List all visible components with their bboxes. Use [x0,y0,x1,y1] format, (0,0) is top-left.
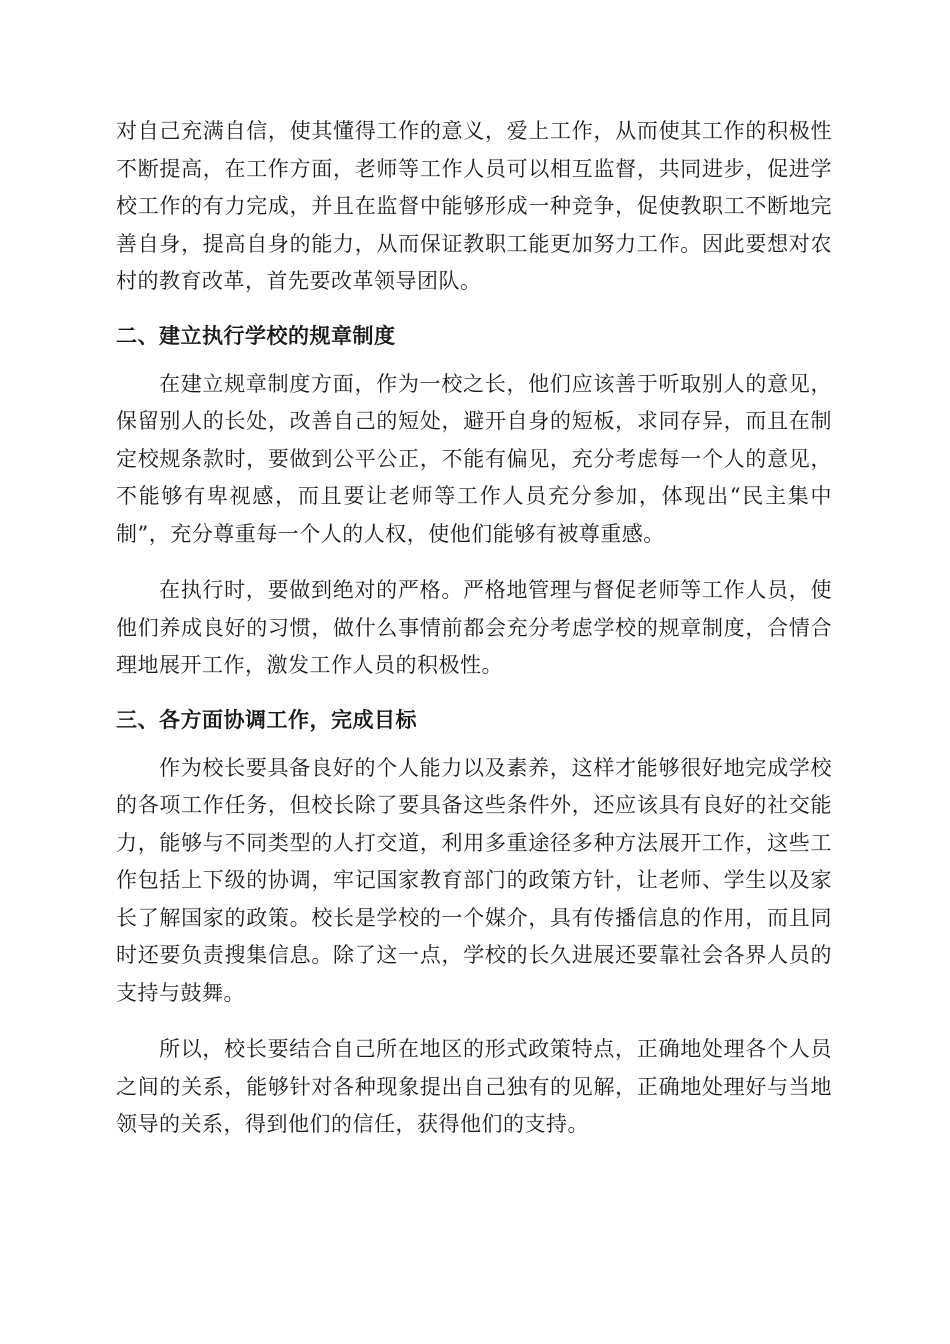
section-2-paragraph-2: 在执行时，要做到绝对的严格。严格地管理与督促老师等工作人员，使他们养成良好的习惯，做什么事情前都会充分考虑学校的规章制度，合情合理地展开工作，激发工作人员的积极性。 [116,578,832,677]
section-3-paragraph-2: 所以，校长要结合自己所在地区的形式政策特点，正确地处理各个人员之间的关系，能够针对各种现象提出自己独有的见解，正确地处理好与当地领导的关系，得到他们的信任，获得他们的支持。 [116,1037,832,1136]
section-3-heading: 三、各方面协调工作，完成目标 [116,707,417,732]
intro-paragraph: 对自己充满自信，使其懂得工作的意义，爱上工作，从而使其工作的积极性不断提高，在工作方面，老师等工作人员可以相互监督，共同进步，促进学校工作的有力完成，并且在监督中能够形成一种竞争，促使教职工不断地完善自身，提高自身的能力，从而保证教职工能更加努力工作。因此要想对农村的教育改革，首先要改革领导团队。 [116,119,832,293]
section-3-paragraph-1: 作为校长要具备良好的个人能力以及素养，这样才能够很好地完成学校的各项工作任务，但校长除了要具备这些条件外，还应该具有良好的社交能力，能够与不同类型的人打交道，利用多重途径多种方法展开工作，这些工作包括上下级的协调，牢记国家教育部门的政策方针，让老师、学生以及家长了解国家的政策。校长是学校的一个媒介，具有传播信息的作用，而且同时还要负责搜集信息。除了这一点，学校的长久进展还要靠社会各界人员的支持与鼓舞。 [116,755,832,1005]
section-2-heading: 二、建立执行学校的规章制度 [116,323,396,348]
document-page [116,113,832,1144]
section-2-paragraph-1: 在建立规章制度方面，作为一校之长，他们应该善于听取别人的意见，保留别人的长处，改善自己的短处，避开自身的短板，求同存异，而且在制定校规条款时，要做到公平公正，不能有偏见，充分考虑每一个人的意见，不能够有卑视感，而且要让老师等工作人员充分参加，体现出“民主集中制”，充分尊重每一个人的人权，使他们能够有被尊重感。 [116,371,832,546]
